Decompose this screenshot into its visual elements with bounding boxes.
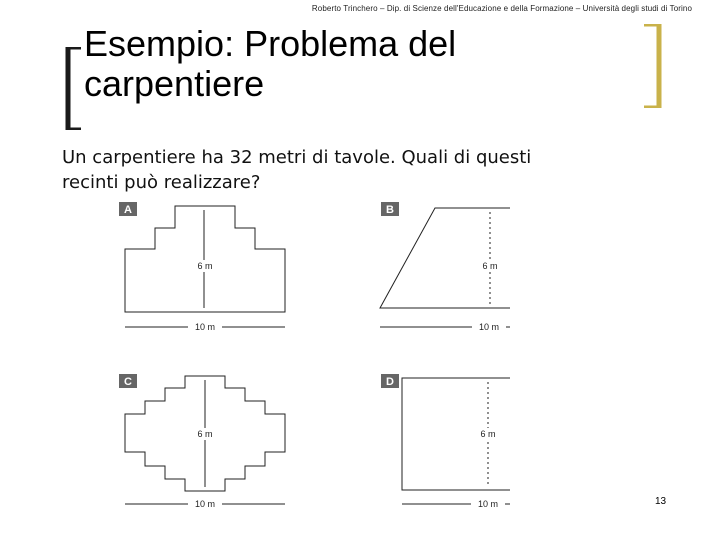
slide-title-line-1: Esempio: Problema del xyxy=(84,23,457,64)
problem-statement xyxy=(62,145,662,195)
figure-b-height-label: 6 m xyxy=(482,261,498,271)
figure-a xyxy=(119,202,285,333)
slide-title xyxy=(84,24,624,104)
figure-b-width-label: 10 m xyxy=(478,322,500,332)
figure-c-label: C xyxy=(124,376,132,388)
figure-d-label: D xyxy=(386,376,394,388)
fence-figures xyxy=(110,196,510,516)
figure-a-fence xyxy=(125,206,285,312)
figure-b-label: B xyxy=(386,204,394,216)
figure-c-height-label: 6 m xyxy=(197,429,213,439)
figure-a-height-label: 6 m xyxy=(197,261,213,271)
figure-d-height-label: 6 m xyxy=(480,429,496,439)
right-bracket-decoration xyxy=(640,24,664,108)
problem-statement-line-2: recinti può realizzare? xyxy=(62,172,261,193)
header-credit: Roberto Trinchero – Dip. di Scienze dell'Educazione e della Formazione – Università degli studi di Torino xyxy=(311,4,692,13)
figure-d-width-label: 10 m xyxy=(477,499,499,509)
figure-c-width-label: 10 m xyxy=(194,499,216,509)
figure-a-width-label: 10 m xyxy=(194,322,216,332)
page-number: 13 xyxy=(655,496,667,507)
figure-a-label: A xyxy=(124,204,132,216)
figure-b xyxy=(380,202,510,333)
figure-c xyxy=(119,374,285,510)
problem-statement-line-1: Un carpentiere ha 32 metri di tavole. Quali di questi xyxy=(62,147,532,168)
slide-title-line-2: carpentiere xyxy=(84,63,265,104)
left-bracket-decoration xyxy=(63,47,83,130)
figure-d xyxy=(381,374,510,510)
